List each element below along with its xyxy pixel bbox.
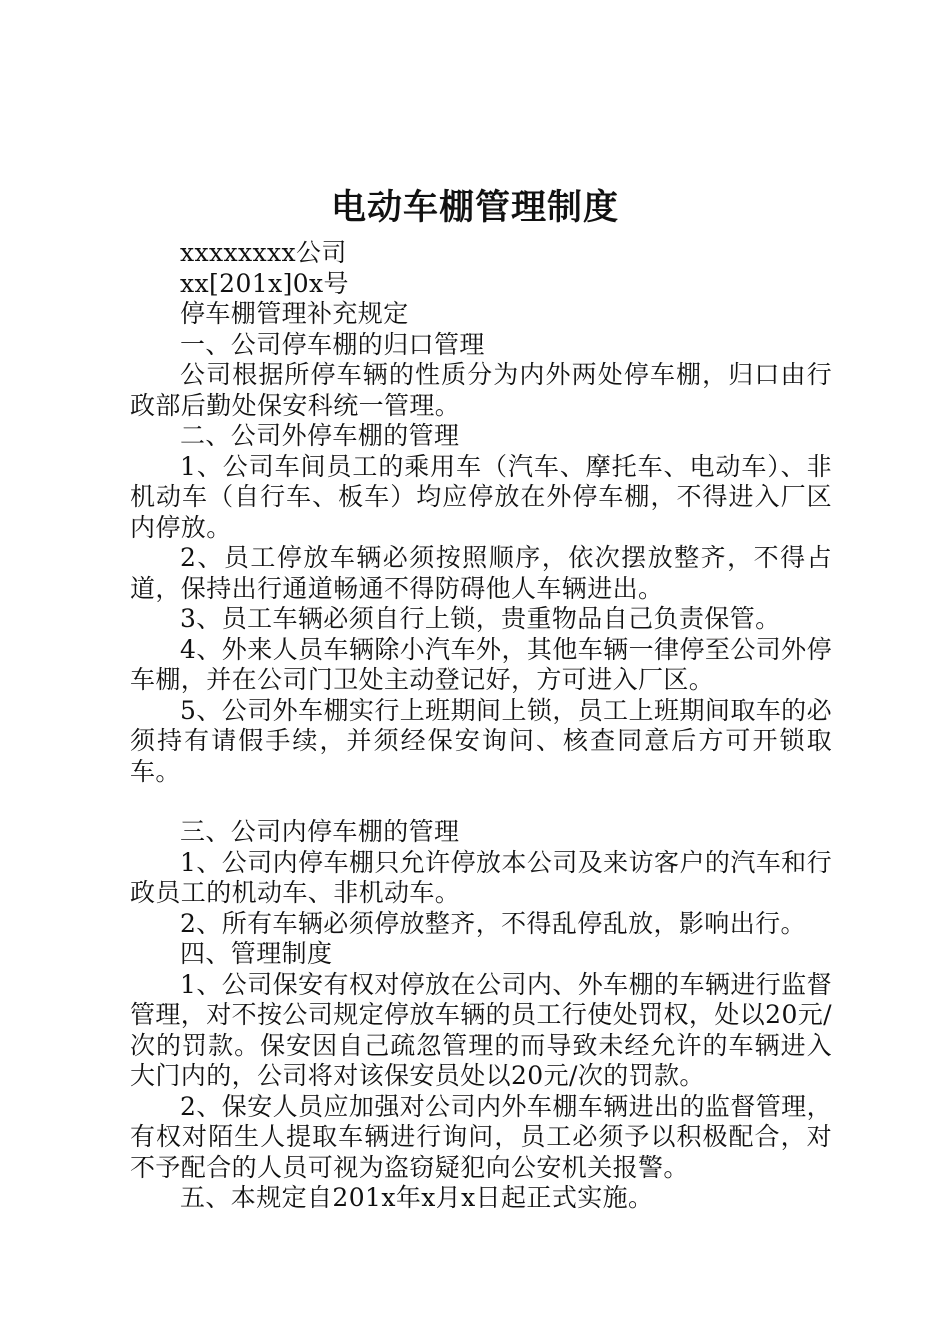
- section-3-item-2: 2、所有车辆必须停放整齐，不得乱停乱放，影响出行。: [180, 908, 806, 938]
- section-4-item-2: 2、保安人员应加强对公司内外车棚车辆进出的监督管理，有权对陌生人提取车辆进行询问，员工必须予以积极配合，对不予配合的人员可视为盗窃疑犯向公安机关报警。: [130, 1091, 832, 1182]
- document-title: 电动车棚管理制度: [330, 188, 619, 228]
- company-name: xxxxxxxx公司: [180, 238, 347, 267]
- section-heading-5: 五、本规定自201x年x月x日起正式实施。: [180, 1183, 654, 1212]
- section-2-item-3: 3、员工车辆必须自行上锁，贵重物品自己负责保管。: [180, 604, 781, 633]
- section-heading-1: 一、公司停车棚的归口管理: [180, 329, 485, 359]
- document-body: [130, 238, 832, 1214]
- section-4-item-1: 1、公司保安有权对停放在公司内、外车棚的车辆进行监督管理，对不按公司规定停放车辆的员工行使处罚权，处以20元/次的罚款。保安因自己疏忽管理的而导致未经允许的车辆进入大门内的，公司将对该保安员处以20元/次的罚款。: [130, 969, 832, 1090]
- section-heading-2: 二、公司外停车棚的管理: [180, 421, 460, 450]
- document-number: xx[201x]0x号: [180, 268, 349, 298]
- section-2-item-2: 2、员工停放车辆必须按照顺序，依次摆放整齐，不得占道，保持出行通道畅通不得防碍他人车辆进出。: [130, 543, 832, 603]
- section-1-paragraph: 公司根据所停车辆的性质分为内外两处停车棚，归口由行政部后勤处保安科统一管理。: [130, 360, 832, 420]
- document-subtitle: 停车棚管理补充规定: [180, 299, 409, 328]
- section-2-item-4: 4、外来人员车辆除小汽车外，其他车辆一律停至公司外停车棚，并在公司门卫处主动登记好，方可进入厂区。: [130, 634, 832, 694]
- section-heading-3: 三、公司内停车棚的管理: [180, 817, 460, 846]
- section-3-item-1: 1、公司内停车棚只允许停放本公司及来访客户的汽车和行政员工的机动车、非机动车。: [130, 847, 832, 907]
- section-2-item-1: 1、公司车间员工的乘用车（汽车、摩托车、电动车）、非机动车（自行车、板车）均应停放在外停车棚，不得进入厂区内停放。: [130, 451, 832, 542]
- section-2-item-5: 5、公司外车棚实行上班期间上锁，员工上班期间取车的必须持有请假手续，并须经保安询问、核查同意后方可开锁取车。: [130, 695, 832, 786]
- section-heading-4: 四、管理制度: [180, 939, 333, 968]
